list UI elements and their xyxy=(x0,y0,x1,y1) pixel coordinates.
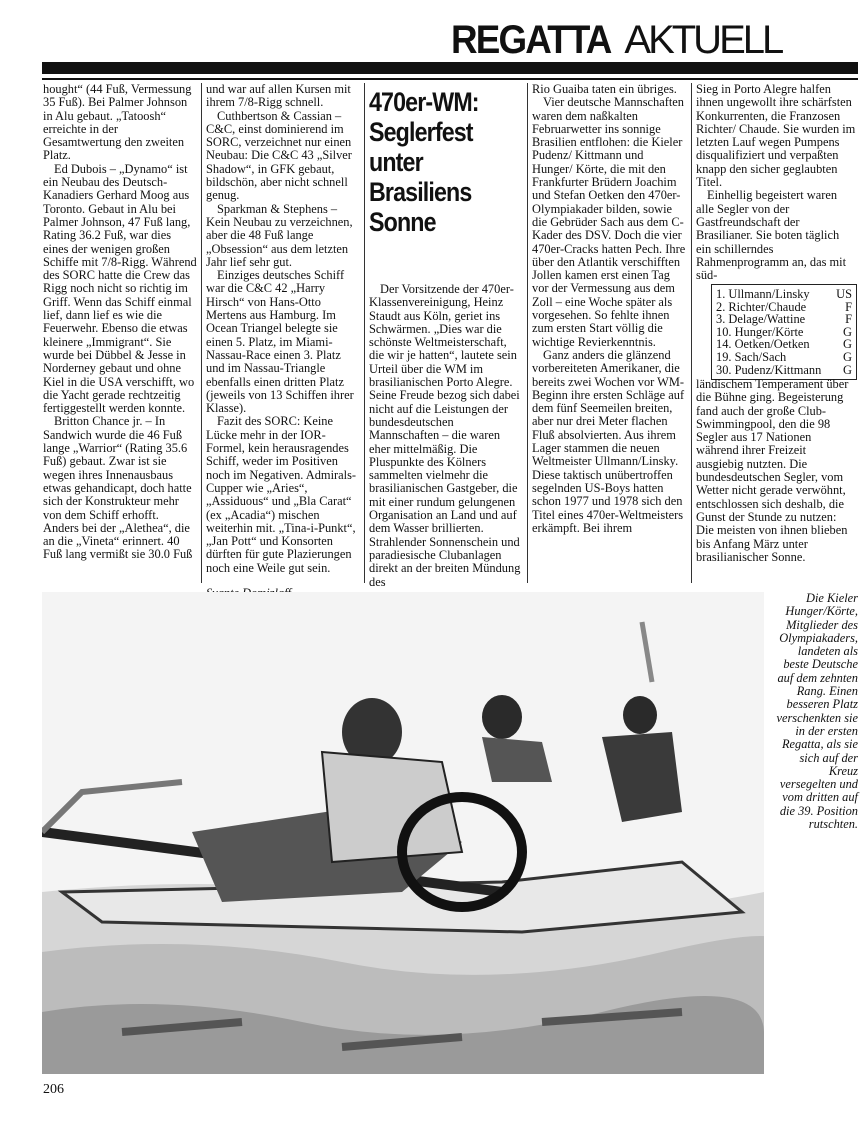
paragraph: Rio Guaiba taten ein übriges. xyxy=(532,82,677,96)
column-divider xyxy=(691,83,692,583)
result-row xyxy=(716,351,852,364)
column-divider xyxy=(527,83,528,583)
sailing-photo xyxy=(42,592,764,1074)
photo-illustration xyxy=(42,592,764,1074)
result-nation: G xyxy=(843,362,852,377)
headline-line: Sonne xyxy=(369,207,436,237)
article-column-5-continued xyxy=(696,378,856,564)
headline-line: Brasiliens xyxy=(369,177,472,207)
paragraph: Ganz anders die glänzend vorbereiteten Amerikaner, die bereits zwei Wochen vor WM-Beginn ihre ersten Schläge auf dem fünf Seemeilen breiten, aber nur drei Meter flachen Fluß absolvierten. Aus ihrem Lager stammen die neuen Weltmeister Ullmann/Linsky. Diese taktisch unübertroffen segelnden US-Boys hatten schon 1977 und 1978 sich den Titel eines 470er-Weltmeisters erkämpft. Bei ihrem xyxy=(532,347,685,535)
article-column-2 xyxy=(206,83,361,600)
result-place: 14. Oetken/Oetken xyxy=(716,337,810,352)
article-column-1 xyxy=(43,83,197,562)
result-place: 1. Ullmann/Linsky xyxy=(716,287,810,301)
paragraph: Der Vorsitzende der 470er-Klassenvereinigung, Heinz Staudt aus Köln, geriet ins Schwärmen. „Dies war die schönste Weltmeisterschaft, die wir je hatten“, lautete sein Urteil über die WM im brasilianischen Porto Alegre. Seine Freude bezog sich dabei nicht auf die Leistungen der bundesdeutschen Mannschaften – die waren eher mittelmäßig. Die Pluspunkte des Kölners sammelten vielmehr die brasilianischen Gastgeber, die mit einer rundum gelungenen Organisation an Land und auf dem Wasser brillierten. Strahlender Sonnenschein und paradiesische Clubanlagen direkt an der breiten Mündung des xyxy=(369,282,521,589)
photo-caption: Die Kieler Hunger/Körte, Mitglieder des Olympiakaders, landeten als beste Deutsche auf dem zehnten Rang. Einen besseren Platz verschenkten sie in der ersten Regatta, als sie sich auf der Kreuz versegelten und vom dritten auf die 39. Position rutschten. xyxy=(776,591,858,832)
column-divider xyxy=(201,83,202,583)
paragraph: Cuthbertson & Cassian – C&C, einst dominierend im SORC, verzeichnet nur einen Neubau: Die C&C 43 „Silver Shadow“, in GFK gebaut, bildschön, aber nicht schnell genug. xyxy=(206,108,352,203)
result-place: 19. Sach/Sach xyxy=(716,349,787,364)
paragraph: Sieg in Porto Alegre halfen ihnen ungewollt ihre schärfsten Konkurrenten, die Franzosen Richter/ Chaude. Sie wurden im letzten Lauf wegen Pumpens disqualifiziert und verpaßten knapp den sicher geglaubten Titel. xyxy=(696,82,856,190)
paragraph: Vier deutsche Mannschaften waren dem naßkalten Februarwetter ins sonnige Brasilien entflohen: die Kieler Pudenz/ Kittmann und Hunger/ Körte, die mit den Frankfurter Brüdern Joachim und Stefan Oetken den 470er-Olympiakader bilden, sowie die Gebrüder Sach aus dem C-Kader des DSV. Doch die vier 470er-Cracks hatten Pech. Ihre über den Atlantik verschifften Jollen kamen erst einen Tag vor der Vermessung aus dem Zoll – eine Woche später als vorgesehen. So fehlte ihnen zum ersten Start völlig die wichtige Revierkenntnis. xyxy=(532,95,686,349)
result-place: 2. Richter/Chaude xyxy=(716,299,807,314)
headline-line: Seglerfest xyxy=(369,117,473,147)
paragraph: ländischem Temperament über die Bühne ging. Begeisterung fand auch der große Club-Swimmingpool, den die 98 Segler aus 17 Nationen während ihrer Freizeit ausgiebig nutzten. Die bundesdeutschen Segler, vom Wetter nicht gerade verwöhnt, entschlossen sich deshalb, die Gunst der Stunde zu nutzen: Die meisten von ihnen blieben bis Anfang März unter brasilianischer Sonne. xyxy=(696,377,849,564)
paragraph: Einhellig begeistert waren alle Segler von der Gastfreundschaft der Brasilianer. Sie boten täglich ein schillerndes Rahmenprogramm an, das mit süd- xyxy=(696,188,847,283)
article-column-3 xyxy=(369,283,523,589)
article-column-4 xyxy=(532,83,687,535)
result-row xyxy=(716,364,852,377)
page-number: 206 xyxy=(43,1082,64,1097)
result-row xyxy=(716,313,852,326)
results-box xyxy=(711,284,857,380)
header-rule xyxy=(42,62,858,74)
result-nation: F xyxy=(845,312,852,327)
result-place: 30. Pudenz/Kittmann xyxy=(716,362,822,377)
headline-line: 470er-WM: xyxy=(369,87,479,117)
article-column-5 xyxy=(696,83,856,282)
result-nation: F xyxy=(845,299,852,314)
section-title-light: AKTUELL xyxy=(624,18,782,62)
result-place: 10. Hunger/Körte xyxy=(716,324,804,339)
result-nation: US xyxy=(836,287,852,301)
article-headline xyxy=(369,87,501,237)
paragraph: Britton Chance jr. – In Sandwich wurde die 46 Fuß lange „Warrior“ (Rating 35.6 Fuß) gebaut. Zwar ist sie wegen ihres Innenausbaus etwas gehandicapt, doch hatte sich der Konstrukteur mehr von dem Schiff erhofft. Anders bei der „Alethea“, die an die „Vineta“ erinnert. 40 Fuß lang vermißt sie 30.0 Fuß xyxy=(43,414,193,562)
result-nation: G xyxy=(843,324,852,339)
result-place: 3. Delage/Wattine xyxy=(716,312,806,327)
paragraph: Sparkman & Stephens – Kein Neubau zu verzeichnen, aber die 48 Fuß lange „Obsession“ aus dem letzten Jahr lief sehr gut. xyxy=(206,201,353,269)
result-row xyxy=(716,288,852,301)
headline-line: unter xyxy=(369,147,423,177)
paragraph: Einziges deutsches Schiff war die C&C 42 „Harry Hirsch“ von Hans-Otto Mertens aus Hamburg. Im Ocean Triangel belegte sie einen 5. Platz, im Miami-Nassau-Race einen 3. Platz und im Nassau-Triangle ebenfalls einen dritten Platz (jeweils von 13 Schiffen ihrer Klasse). xyxy=(206,268,354,416)
result-nation: G xyxy=(843,337,852,352)
column-divider xyxy=(364,83,365,583)
header-rule-thin xyxy=(42,78,858,80)
paragraph: und war auf allen Kursen mit ihrem 7/8-Rigg schnell. xyxy=(206,82,351,110)
section-header xyxy=(451,20,781,60)
paragraph: Ed Dubois – „Dynamo“ ist ein Neubau des Deutsch-Kanadiers Gerhard Moog aus Toronto. Gebaut in Alu bei Palmer Johnson, 47 Fuß lang, Rating 36.2 Fuß, war dies eines der wenigen großen Schiffe mit 7/8-Rigg. Während des SORC hatte die Crew das Rigg noch nicht so richtig im Griff. Wenn das Schiff einmal lief, dann lief es wie die Feuerwehr. Ebenso die etwas kleinere „Immigrant“. Sie wurde bei Dübbel & Jesse in Norderney gebaut und ohne Kiel in die USA verschifft, wo die Yacht gerade rechtzeitig fertiggestellt werden konnte. xyxy=(43,161,197,416)
result-nation: G xyxy=(843,349,852,364)
section-title-bold: REGATTA xyxy=(451,18,611,62)
paragraph: hought“ (44 Fuß, Vermessung 35 Fuß). Bei Palmer Johnson in Alu gebaut. „Tatoosh“ erreichte in der Gesamtwertung den zweiten Platz. xyxy=(43,82,192,163)
paragraph: Fazit des SORC: Keine Lücke mehr in der IOR-Formel, kein herausragendes Schiff, weder im Positiven noch im Negativen. Admirals-Cupper wie „Aries“, „Assiduous“ und „Bla Carat“ (ex „Acadia“) mischen weiterhin mit. „Tina-i-Punkt“, „Jan Pott“ und Konsorten dürften für gute Plazierungen noch eine Weile gut sein. xyxy=(206,414,357,575)
